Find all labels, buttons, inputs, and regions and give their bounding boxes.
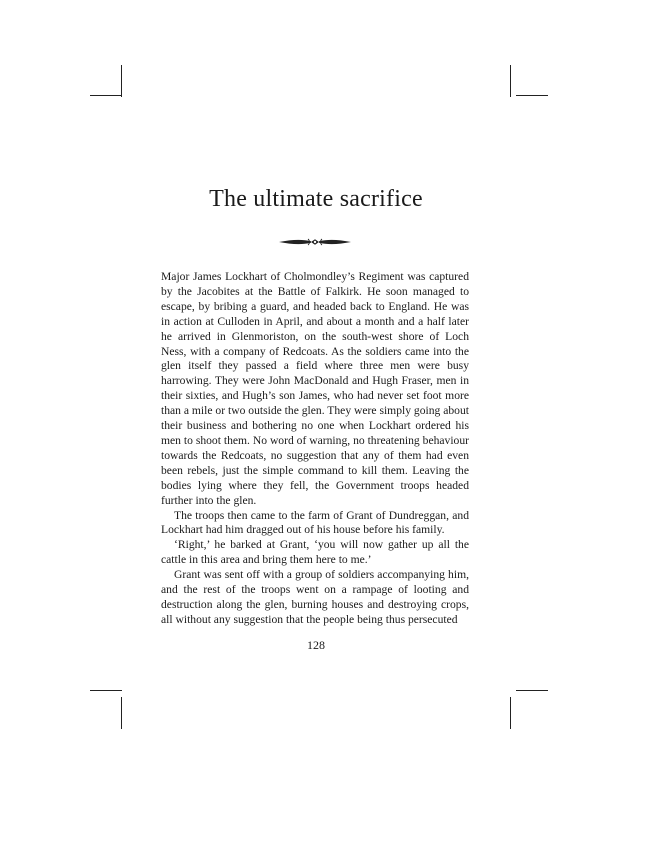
fleuron-divider-icon — [278, 236, 352, 248]
crop-mark-bottom-right-horizontal — [516, 690, 548, 691]
crop-mark-bottom-left-vertical — [121, 697, 122, 729]
paragraph: Grant was sent off with a group of soldiers accompanying him, and the rest of the troops went on a rampage of looting and destruction along the glen, burning houses and destroying crops, all without any suggestion that the people being thus persecuted — [161, 568, 469, 626]
crop-mark-bottom-left-horizontal — [90, 690, 122, 691]
crop-mark-top-left-horizontal — [90, 95, 122, 96]
paragraph: ‘Right,’ he barked at Grant, ‘you will now gather up all the cattle in this area and bring them here to me.’ — [161, 538, 469, 567]
paragraph: Major James Lockhart of Cholmondley’s Regiment was captured by the Jacobites at the Battle of Falkirk. He soon managed to escape, by bribing a guard, and headed back to England. He was in action at Culloden in April, and about a month and a half later he arrived in Glenmoriston, on the south-west shore of Loch Ness, with a company of Redcoats. As the soldiers came into the glen itself they passed a field where three men were busy harrowing. They were John MacDonald and Hugh Fraser, men in their sixties, and Hugh’s son James, who had never set foot more than a mile or two outside the glen. They were simply going about their business and bothering no one when Lockhart ordered his men to shoot them. No word of warning, no threatening behaviour towards the Redcoats, no suggestion that any of them had even been rebels, just the simple command to kill them. Leaving the bodies lying where they fell, the Government troops headed further into the glen. — [161, 270, 469, 507]
chapter-title: The ultimate sacrifice — [209, 186, 423, 212]
crop-mark-top-right-horizontal — [516, 95, 548, 96]
page-number: 128 — [307, 638, 325, 652]
paragraph: The troops then came to the farm of Grant of Dundreggan, and Lockhart had him dragged out of his house before his family. — [161, 508, 469, 537]
body-text — [161, 270, 469, 628]
crop-mark-top-left-vertical — [121, 65, 122, 97]
crop-mark-bottom-right-vertical — [510, 697, 511, 729]
crop-mark-top-right-vertical — [510, 65, 511, 97]
